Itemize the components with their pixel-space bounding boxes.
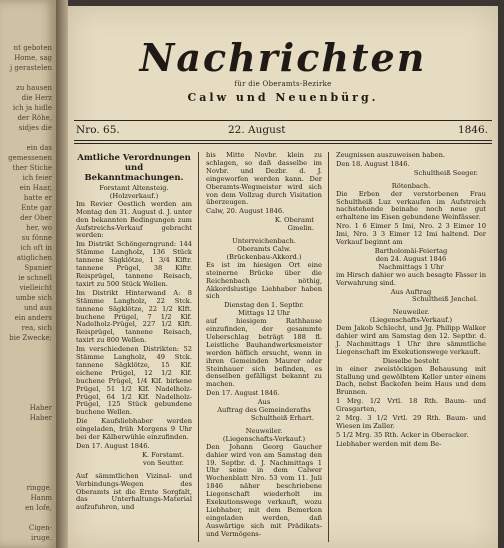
text-block: (Brückenbau-Akkord.) <box>226 252 302 261</box>
facing-page-line: su fönne <box>21 234 52 242</box>
text-block: 2 Mrg. 3 1/2 Vrtl. 29 Rth. Baum- und Wiesen im Zaller. <box>336 414 486 430</box>
text-block: Liebhaber werden mit dem Be- <box>336 439 442 448</box>
facing-page-line: der Röhe, <box>17 114 52 122</box>
facing-page-line: Ente gar <box>21 204 52 212</box>
text-block: Die Kaufsliebhaber werden eingeladen, früh Morgens 9 Uhr bei der Kälberwühle einzufinden. <box>76 417 192 442</box>
text-block: Auftrag des Gemeinderaths <box>217 406 311 415</box>
text-block: bis Mitte Novbr. klein zu schlagen, so daß dasselbe im Novbr. und Dezbr. d. J. eingeworfen werden kann. Der Oberamts-Wegmeister wird sich von dem Vollzug durch Visitation überzeugen. <box>206 151 322 207</box>
facing-page-line: en Iofe, <box>25 504 52 512</box>
facing-page-line: zu hausen <box>16 84 52 92</box>
text-block: Aus Auftrag <box>390 287 432 296</box>
top-rule <box>74 120 492 121</box>
text-block: Bartholomäi-Feiertag <box>374 246 448 255</box>
text-block: Im Distrikt Hinterwand A: 8 Stämme Langholz, 22 Stck. tannene Sägklötze, 22 1/2 Klft. buchene Prügel, 7 1/2 Klf. Nadelholz-Prügel, 227 1/2 Klft. Reisprügel, tannene Reisach, taxirt zu 800 Wellen. <box>76 288 192 345</box>
text-block: Dienstag den 1. Septbr. <box>224 301 304 310</box>
signature-line: Gmelin. <box>287 224 314 233</box>
signature-line: K. Oberamt <box>274 216 314 225</box>
facing-page-line: ein das <box>26 144 52 152</box>
column-divider <box>198 152 199 542</box>
facing-page-line: bie Zwecke; <box>9 334 52 342</box>
facing-page-line: ein Haar, <box>19 184 52 192</box>
text-block: Es ist im hiesigen Ort eine steinerne Brücke über die Reichenbach nöthig, Akkordslustige Liebhaber haben sich <box>206 260 322 301</box>
facing-page-line: nt geboten <box>13 44 52 52</box>
facing-page-line: ich oft in <box>20 244 52 252</box>
text-block: im Hirsch dahier wo auch besagte Fässer in Verwahrung sind. <box>336 270 486 287</box>
facing-page-line: batte er <box>23 194 52 202</box>
facing-page-line: ie schnell <box>18 274 52 282</box>
column-1 <box>76 152 192 513</box>
masthead-subtitle: für die Oberamts-Bezirke <box>234 80 332 88</box>
facing-page-line: Hanm <box>30 494 52 502</box>
facing-page-line: rea, sich <box>21 324 52 332</box>
signature-line: Schultheiß Erhart. <box>250 414 314 422</box>
text-block: Neuweiler. <box>245 426 283 435</box>
text-block: Dem Jakob Schlecht, und Jg. Philipp Walker dahier wird am Samstag den 12. Septbr. d. J. Nachmittags 1 Uhr ihre sämmtliche Liegenschaft im Exekutionswege verkauft. <box>336 324 486 356</box>
signature-line: K. Forstamt. <box>141 450 184 459</box>
text-block: Im Revier Oestlich werden am Montag den 31. August d. J. unter den bekannten Bedingungen zum Aufstreichs-Verkauf gebracht werden: <box>76 199 192 240</box>
text-block: Unterreichenbach. <box>232 237 296 246</box>
text-block: Rötenbach. <box>391 181 431 190</box>
facing-page-line: iruge. <box>31 534 52 542</box>
facing-page-line: ich feier <box>22 174 52 182</box>
section-heading: Amtliche Verordnungen und Bekanntmachungen. <box>77 153 191 183</box>
text-block: (Holzverkauf.) <box>109 191 159 200</box>
facing-page-line: ringge. <box>26 484 52 492</box>
facing-page-line: j gerastelen <box>10 64 52 72</box>
text-block: Aus <box>257 398 271 407</box>
facing-page-line: sidjes die <box>18 124 52 132</box>
text-block: Zeugnissen auszuweisen haben. <box>336 151 446 159</box>
text-block: auf hiesigem Rathhause einzufinden, der gesammte Ueberschlag beträgt 188 fl. Leistliche Bauhandwerksmeister werden höflich ersucht, wenn in ihren Gemeinden Maurer oder Steinhauer sich befinden, es denselben gefälligst bekannt zu machen. <box>206 317 322 389</box>
book-gutter <box>56 0 68 548</box>
signature-line: von Seutter. <box>142 458 184 467</box>
text-block: Nachmittags 1 Uhr <box>378 262 444 271</box>
text-block: (Liegenschafts-Verkauf.) <box>222 434 306 443</box>
facing-page-line: Spanier <box>24 264 52 272</box>
text-block: Die Erben der verstorbenen Frau Schultheiß Luz verkaufen im Aufstreich nachstehende beinahe noch neue gut erhaltene im Eisen gebundene Weinfässer. <box>336 189 486 222</box>
text-block: Auf sämmtlichen Vizinal- und Verbindungs-Wegen des Oberamts ist die Ernte Sorgfalt, das Unterhaltungs-Material aufzufuhren, und <box>76 471 192 512</box>
text-block: 1 Mrg. 1/2 Vrtl. 18 Rth. Baum- und Grasgarten, <box>336 397 486 414</box>
facing-page-line: ein anders <box>14 314 52 322</box>
text-block: Den 18. August 1846. <box>336 159 410 168</box>
column-2 <box>206 152 322 540</box>
facing-page-line: Haber <box>29 404 52 412</box>
text-block: in einer zweistöckigen Behausung mit Stallung und gewölbtem Keller unter einem Dach, nebst Backofen beim Haus und dem Brunnen. <box>336 364 486 397</box>
facing-page-line: gemessenen <box>8 154 52 162</box>
facing-page-line: die Herz <box>21 94 52 102</box>
issue-number: Nro. 65. <box>76 124 120 136</box>
header-rule-thin <box>74 143 492 144</box>
column-divider <box>328 152 329 542</box>
text-block: Forstamt Altensteig. <box>99 184 169 192</box>
text-block: Calw, 20. August 1846. <box>206 207 285 216</box>
text-block: den 24. August 1846 <box>375 254 447 263</box>
column-3 <box>336 152 486 450</box>
text-block: (Liegenschafts-Verkauf.) <box>369 316 453 325</box>
facing-page-line: umbe sich <box>15 294 52 302</box>
text-block: Oberamts Calw. <box>237 244 291 253</box>
text-block: Den Johann Georg Gaucher dahier wird von am Samstag den 19. Septbr. d. J. Nachmittags 1 Uhr seine in dem Calwer Wochenblatt Nro. 53 vom 11. Juli 1846 näher beschriebene Liegenschaft wiederholt im Exekutionswege verkauft, wozu Liebhaber, mit dem Bemerken eingeladen werden, daß Auswärtige sich mit Prädikats- und Vermögens- <box>206 442 322 538</box>
signature-line: Schultheiß Seeger. <box>413 168 478 177</box>
page-title: Nachrichten <box>139 35 427 80</box>
facing-page-line: ther Stiche <box>12 164 52 172</box>
facing-page-line: Cigen- <box>28 524 52 532</box>
facing-page-line: Home, sag <box>14 54 52 62</box>
text-block: Im verschiedenen Distrikten: 52 Stämme Langholz, 49 Stck. tannene Sägklötze, 15 Klf. eichene Prügel, 12 1/2 Klf. buchene Prügel, 1/4 Klf. birkene Prügel, 51 1/2 Klf. Nadelholz-Prügel, 64 1/2 Klf. Nadelholz-Prügel, 125 Stück gebundene buchene Wellen. <box>76 345 192 417</box>
text-block: Im Distrikt Schöngerngrund: 144 Stämme Langholz, 136 Stück tannene Sägklötze, 1 3/4 Klftr. tannene Prügel, 38 Klftr. Reisprügel, tannene Reisach, taxirt zu 500 Stück Wellen. <box>76 240 192 288</box>
text-block: Mittags 12 Uhr <box>238 309 290 318</box>
facing-page-line: vielleicht <box>19 284 52 292</box>
facing-page-line: und aus <box>24 304 52 312</box>
masthead-region: Calw und Neuenbürg. <box>187 91 379 104</box>
facing-page-line: her, wo <box>26 224 52 232</box>
text-block: Den 17. August 1846. <box>206 389 280 398</box>
text-block: Dieselbe besteht <box>382 356 440 365</box>
facing-page-line: der Ober <box>20 214 52 222</box>
facing-page-line: atiglichen <box>16 254 52 262</box>
issue-date: 22. August <box>228 124 286 136</box>
facing-page-fragment <box>0 0 56 548</box>
text-block: Den 17. August 1846. <box>76 442 150 450</box>
masthead <box>68 35 498 104</box>
text-block: 5 1/2 Mrg. 35 Rth. Acker in Oberacker. <box>336 430 469 439</box>
newspaper-page <box>68 6 498 548</box>
facing-page-line: Haber <box>29 414 52 422</box>
issue-year: 1846. <box>457 124 488 136</box>
text-block: Nro. 1 6 Eimer 5 Imi, Nro. 2 3 Eimer 10 Imi, Nro. 3 3 Eimer 12 Imi haltend. Der Verkauf beginnt am <box>336 222 486 247</box>
text-block: Neuweiler. <box>392 308 430 317</box>
facing-page-line: ich ja hidle <box>12 104 52 112</box>
signature-line: Schultheiß Jenchel. <box>412 295 478 304</box>
header-rule <box>74 140 492 141</box>
